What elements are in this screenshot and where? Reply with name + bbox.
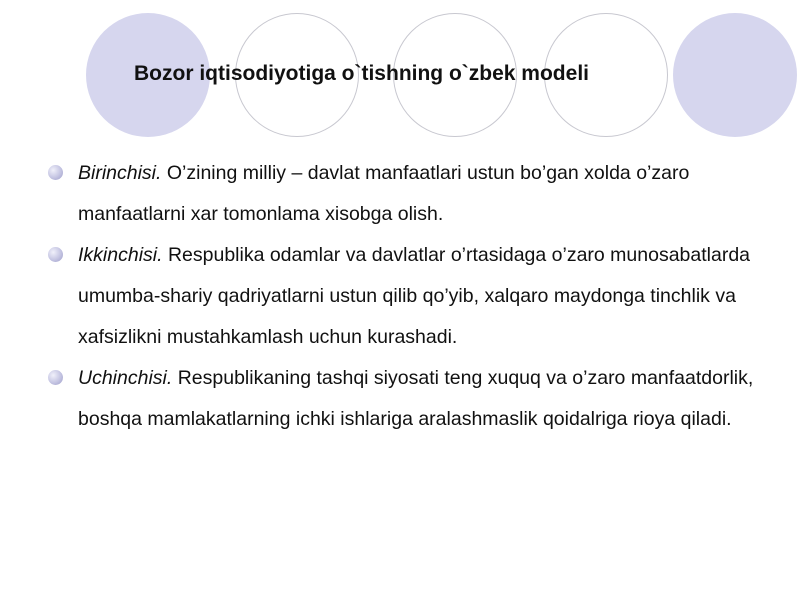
- bullet-list: [48, 153, 768, 440]
- bullet-text: O’zining milliy – davlat manfaatlari ustun bo’gan xolda o’zaro manfaatlarni xar tomonlama xisobga olish.: [78, 162, 690, 225]
- bullet-icon: [48, 370, 63, 385]
- bullet-lead: Birinchisi.: [78, 162, 162, 184]
- bullet-icon: [48, 165, 63, 180]
- bullet-item-3: [48, 358, 768, 440]
- bullet-lead: Ikkinchisi.: [78, 244, 163, 266]
- slide-title: Bozor iqtisodiyotiga o`tishning o`zbek modeli: [134, 62, 589, 85]
- bullet-item-1: [48, 153, 768, 235]
- bullet-lead: Uchinchisi.: [78, 367, 173, 389]
- bullet-text: Respublikaning tashqi siyosati teng xuquq va o’zaro manfaatdorlik, boshqa mamlakatlarning ichki ishlariga aralashmaslik qoidalriga rioya qiladi.: [78, 367, 754, 430]
- bullet-item-2: [48, 235, 768, 358]
- bullet-icon: [48, 247, 63, 262]
- bullet-text: Respublika odamlar va davlatlar o’rtasidaga o’zaro munosabatlarda umumba-shariy qadriyatlarni ustun qilib qo’yib, xalqaro maydonga tinchlik va xafsizlikni mustahkamlash uchun kurashadi.: [78, 244, 751, 348]
